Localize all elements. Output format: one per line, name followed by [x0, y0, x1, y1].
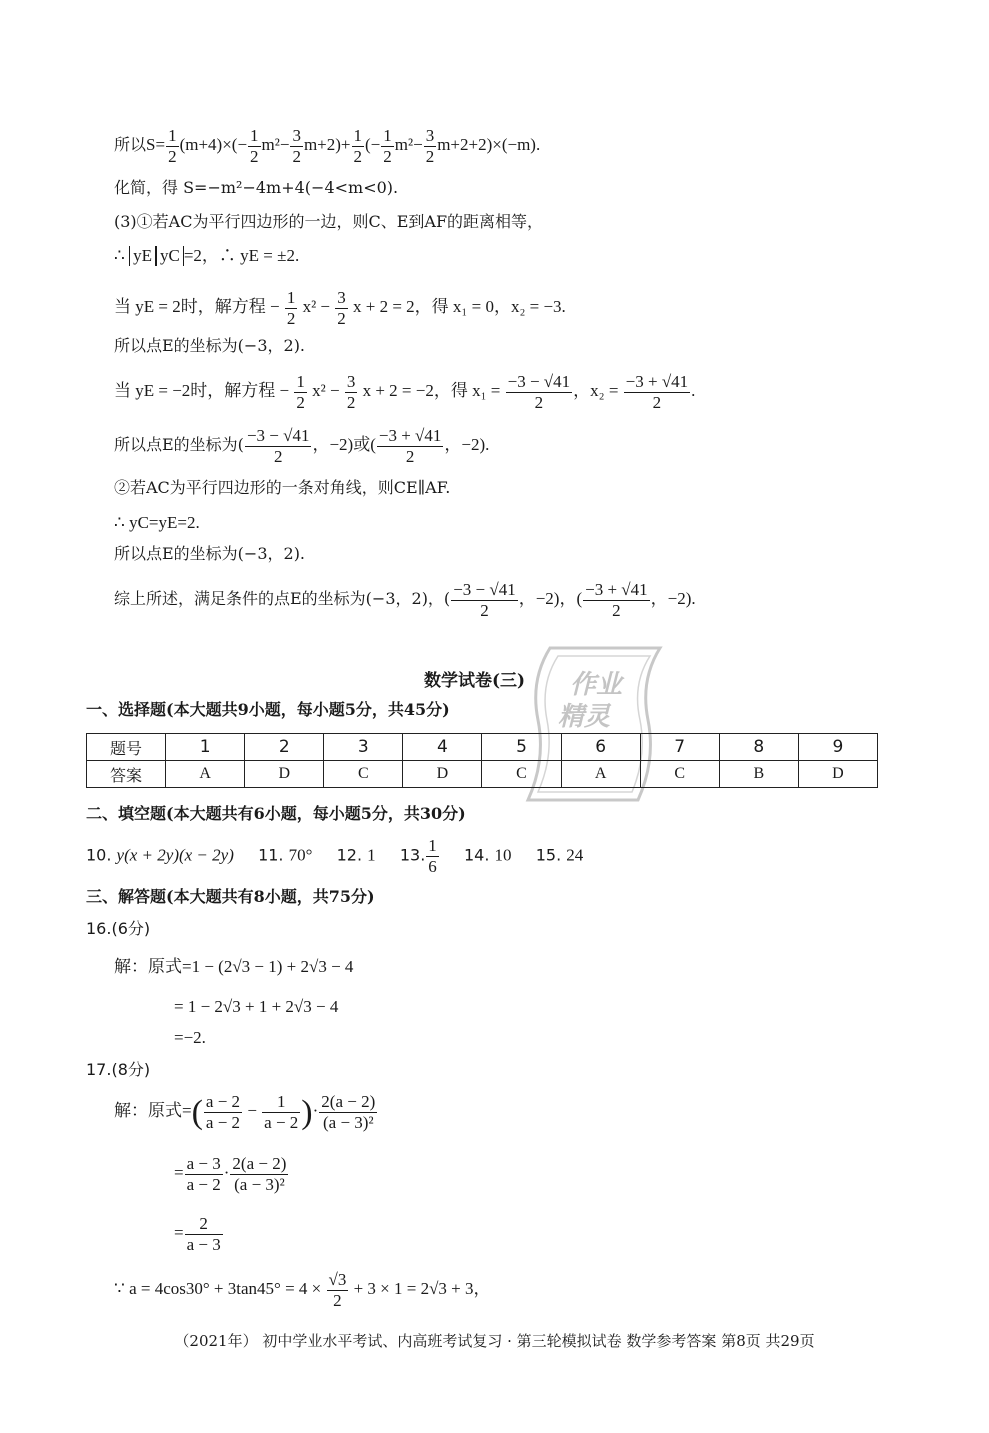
fraction: [381, 126, 394, 166]
dot: ·: [312, 1100, 319, 1120]
table-cell: C: [482, 761, 561, 788]
q17-heading: 17.(8分): [86, 1060, 151, 1079]
question-number: 11.: [258, 845, 284, 865]
fraction: [245, 426, 312, 466]
stamp-text-1: 作业: [570, 670, 623, 700]
numerator: 1: [383, 126, 392, 145]
numerator: 2(a − 2): [232, 1154, 287, 1173]
table-cell: D: [403, 761, 482, 788]
line-solve-ye-2: [114, 288, 566, 328]
text: 所以点E的坐标为(: [114, 434, 244, 454]
numerator: 3: [346, 372, 356, 391]
abs-value-ye: [129, 246, 156, 266]
text: ，−2).: [444, 434, 490, 454]
text: 所以: [114, 134, 147, 154]
table-cell: 2: [245, 734, 324, 761]
table-cell: 5: [482, 734, 561, 761]
denominator: 2: [250, 146, 259, 166]
q16-step-1: 解：原式=1 − (2√3 − 1) + 2√3 − 4: [114, 957, 354, 976]
fraction: [166, 126, 179, 166]
text: x² −: [312, 380, 340, 400]
text: + 3 × 1 = 2√3 + 3，: [353, 1278, 491, 1298]
line-summary: [114, 580, 696, 620]
fraction: [248, 126, 261, 166]
denominator: a − 2: [205, 1112, 241, 1132]
denominator: 6: [428, 856, 437, 876]
q16-step-3: =−2.: [174, 1028, 206, 1047]
text: (m+4)×(−: [179, 134, 248, 154]
numerator: 3: [337, 288, 346, 307]
numerator: −3 − √41: [453, 580, 516, 599]
numerator: a − 2: [205, 1092, 241, 1111]
table-cell: 9: [798, 734, 877, 761]
denominator: 2: [337, 308, 346, 328]
therefore-symbol: ∴: [114, 246, 125, 265]
line-area-formula: [114, 126, 540, 166]
fraction: [352, 126, 365, 166]
denominator: 2: [296, 392, 305, 412]
denominator: 2: [286, 308, 296, 328]
fraction: [285, 288, 298, 328]
dot: ·: [223, 1162, 230, 1182]
q16-step-2: = 1 − 2√3 + 1 + 2√3 − 4: [174, 997, 339, 1016]
denominator: 2: [273, 446, 283, 466]
denominator: 2: [383, 146, 392, 166]
table-cell: C: [640, 761, 719, 788]
numerator: 1: [428, 836, 437, 855]
fraction: [345, 372, 358, 412]
denominator: (a − 3)²: [234, 1174, 285, 1194]
table-cell: 4: [403, 734, 482, 761]
table-cell: 1: [166, 734, 245, 761]
fraction: [335, 288, 348, 328]
section-heading-fill: 二、填空题(本大题共有6小题，每小题5分，共30分): [86, 804, 466, 823]
fraction: [327, 1270, 349, 1310]
section-title: 数学试卷(三): [424, 671, 526, 691]
numerator: √3: [328, 1270, 347, 1289]
text: =2，∴ yE = ±2.: [183, 246, 300, 265]
answer-14: 10: [494, 845, 512, 865]
paren: (: [191, 1093, 203, 1131]
numerator: 1: [250, 126, 259, 145]
table-row-answers: [87, 761, 878, 788]
line-case-side: (3)①若AC为平行四边形的一边，则C、E到AF的距离相等，: [114, 212, 544, 231]
section-heading-solve: 三、解答题(本大题共有8小题，共75分): [86, 887, 375, 906]
numerator: −3 + √41: [625, 372, 689, 391]
text: =: [174, 1222, 184, 1242]
text: =: [174, 1162, 184, 1182]
text: m+2+2)×(−m).: [437, 134, 541, 154]
table-cell: 6: [561, 734, 640, 761]
denominator: 2: [292, 146, 301, 166]
answer-13-fraction: [426, 836, 439, 876]
answer-10: y(x + 2y)(x − 2y): [116, 845, 234, 865]
numerator: 1: [286, 288, 296, 307]
table-cell: A: [166, 761, 245, 788]
text: ，−2)或(: [312, 434, 376, 454]
q17-step-1: [114, 1092, 378, 1132]
denominator: a − 3: [186, 1234, 221, 1254]
table-cell: 3: [324, 734, 403, 761]
text: m²−: [394, 134, 423, 154]
denominator: 2: [652, 392, 662, 412]
text: x² −: [302, 296, 330, 316]
numerator: 1: [353, 126, 363, 145]
fraction: [185, 1154, 223, 1194]
answer-11: 70°: [288, 845, 313, 865]
text: yE: [133, 246, 152, 265]
table-header-cell: 答案: [87, 761, 166, 788]
table-cell: D: [798, 761, 877, 788]
numerator: −3 − √41: [246, 426, 310, 445]
fraction: [262, 1092, 300, 1132]
denominator: 2: [425, 146, 435, 166]
fraction: [583, 580, 650, 620]
line-yc-ye: ∴ yC=yE=2.: [114, 513, 200, 532]
abs-value-yc: [156, 246, 184, 266]
text: 解：原式=: [114, 1100, 192, 1120]
fraction: [377, 426, 444, 466]
minus: −: [247, 1100, 257, 1120]
table-cell: B: [719, 761, 798, 788]
text: ，x₂ =: [573, 380, 619, 400]
denominator: a − 2: [264, 1112, 299, 1132]
text: ，−2).: [650, 588, 696, 608]
paren: ): [301, 1093, 313, 1131]
numerator: −3 + √41: [378, 426, 442, 445]
text: .: [691, 380, 696, 400]
fraction: [506, 372, 573, 412]
question-number: 13.: [399, 845, 426, 865]
table-cell: A: [561, 761, 640, 788]
denominator: 2: [353, 146, 363, 166]
table-cell: 8: [719, 734, 798, 761]
fraction: [204, 1092, 242, 1132]
numerator: 2: [185, 1214, 223, 1235]
question-number: 12.: [336, 845, 363, 865]
denominator: 2: [534, 392, 544, 412]
numerator: 3: [425, 126, 435, 145]
answer-table: [86, 733, 878, 788]
text: ∵ a = 4cos30° + 3tan45° = 4 ×: [114, 1278, 322, 1298]
fraction: [294, 372, 307, 412]
q16-heading: 16.(6分): [86, 919, 151, 938]
question-number: 15.: [535, 845, 562, 865]
q17-step-2: [174, 1154, 289, 1194]
fraction: [230, 1154, 288, 1194]
line-point-e-1: 所以点E的坐标为(−3，2).: [114, 336, 306, 355]
text: yC: [159, 246, 180, 265]
fraction: [319, 1092, 377, 1132]
answer-15: 24: [566, 845, 584, 865]
numerator: −3 + √41: [585, 580, 648, 599]
text: x + 2 = 2，得 x₁ = 0，x₂ = −3.: [353, 296, 566, 316]
line-point-e-3: 所以点E的坐标为(−3，2).: [114, 544, 306, 563]
denominator: 2: [168, 146, 177, 166]
stamp-text-2: 精灵: [558, 702, 611, 732]
fraction: [451, 580, 518, 620]
line-solve-ye-neg2: [114, 372, 695, 412]
table-header-cell: 题号: [87, 734, 166, 761]
question-number: 10.: [86, 845, 112, 865]
numerator: 1: [296, 372, 305, 391]
denominator: 2: [333, 1290, 342, 1310]
page-footer: （2021年） 初中学业水平考试、内高班考试复习 · 第三轮模拟试卷 数学参考答案 第8页 共29页: [174, 1332, 815, 1350]
fill-answers: [86, 836, 583, 876]
table-cell: 7: [640, 734, 719, 761]
numerator: a − 3: [186, 1154, 221, 1173]
numerator: 1: [262, 1092, 300, 1113]
denominator: 2: [480, 600, 489, 620]
fraction: [624, 372, 691, 412]
text: (−: [365, 134, 381, 154]
text: 综上所述，满足条件的点E的坐标为(−3，2)，(: [114, 588, 451, 608]
line-simplify: 化简，得 S=−m²−4m+4(−4<m<0).: [114, 178, 399, 197]
denominator: (a − 3)²: [323, 1112, 374, 1132]
denominator: 2: [346, 392, 356, 412]
answer-12: 1: [367, 845, 376, 865]
fraction: [424, 126, 437, 166]
fraction: [290, 126, 303, 166]
denominator: 2: [405, 446, 415, 466]
section-heading-choice: 一、选择题(本大题共9小题，每小题5分，共45分): [86, 700, 450, 719]
numerator: −3 − √41: [507, 372, 571, 391]
table-row-numbers: [87, 734, 878, 761]
denominator: 2: [612, 600, 621, 620]
line-case-diagonal: ②若AC为平行四边形的一条对角线，则CE∥AF.: [114, 478, 451, 497]
line-abs-values: [114, 246, 299, 266]
text: 当 yE = −2时，解方程 −: [114, 380, 290, 400]
q17-step-3: [174, 1214, 224, 1254]
numerator: 1: [168, 126, 177, 145]
q17-step-4: [114, 1270, 491, 1310]
text: m+2)+: [303, 134, 351, 154]
table-cell: D: [245, 761, 324, 788]
numerator: 3: [292, 126, 301, 145]
text: x + 2 = −2，得 x₁ =: [362, 380, 501, 400]
fraction: [185, 1214, 223, 1254]
line-point-e-2: [114, 426, 489, 466]
text: S=: [146, 134, 166, 154]
text: 当 yE = 2时，解方程 −: [114, 296, 280, 316]
denominator: a − 2: [186, 1174, 221, 1194]
text: ，−2)，(: [518, 588, 583, 608]
table-cell: C: [324, 761, 403, 788]
numerator: 2(a − 2): [321, 1092, 376, 1111]
question-number: 14.: [463, 845, 490, 865]
text: m²−: [261, 134, 290, 154]
